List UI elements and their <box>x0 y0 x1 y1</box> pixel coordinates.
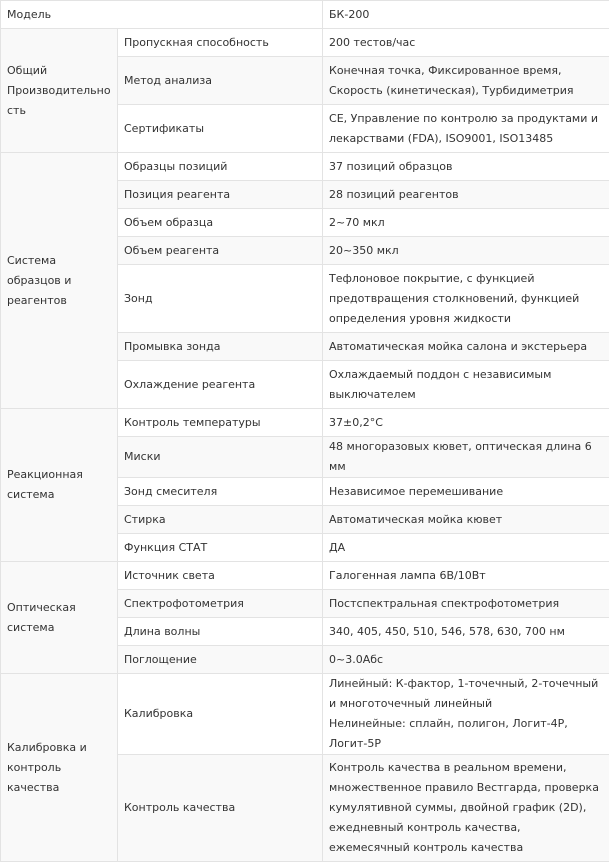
row-value: 2~70 мкл <box>323 209 609 237</box>
table-row <box>1 29 609 57</box>
row-label: Функция СТАТ <box>118 534 323 562</box>
table-row <box>1 409 609 437</box>
row-label: Контроль температуры <box>118 409 323 437</box>
row-value: CE, Управление по контролю за продуктами и лекарствами (FDA), ISO9001, ISO13485 <box>323 105 609 153</box>
row-label: Стирка <box>118 506 323 534</box>
row-value: Конечная точка, Фиксированное время, Скорость (кинетическая), Турбидиметрия <box>323 57 609 105</box>
row-value <box>323 674 609 755</box>
row-value: 37 позиций образцов <box>323 153 609 181</box>
row-label: Зонд <box>118 265 323 333</box>
model-value: БК-200 <box>323 1 609 29</box>
row-label: Спектрофотометрия <box>118 590 323 618</box>
row-value-line: Линейный: К-фактор, 1-точечный, 2-точечный и многоточечный линейный <box>329 674 603 714</box>
row-value: Постспектральная спектрофотометрия <box>323 590 609 618</box>
group-name: Общий Производительность <box>1 29 118 153</box>
group-name: Система образцов и реагентов <box>1 153 118 409</box>
row-value: Автоматическая мойка кювет <box>323 506 609 534</box>
row-label: Пропускная способность <box>118 29 323 57</box>
row-value: 37±0,2°C <box>323 409 609 437</box>
model-label: Модель <box>1 1 323 29</box>
row-label: Позиция реагента <box>118 181 323 209</box>
row-value: Независимое перемешивание <box>323 478 609 506</box>
row-value: 28 позиций реагентов <box>323 181 609 209</box>
row-value: Тефлоновое покрытие, с функцией предотвращения столкновений, функцией определения уровня жидкости <box>323 265 609 333</box>
row-label: Охлаждение реагента <box>118 361 323 409</box>
row-label: Объем образца <box>118 209 323 237</box>
table-row <box>1 153 609 181</box>
row-value: 0~3.0Абс <box>323 646 609 674</box>
row-label: Зонд смесителя <box>118 478 323 506</box>
table-row <box>1 1 609 29</box>
row-label: Метод анализа <box>118 57 323 105</box>
group-name: Оптическая система <box>1 562 118 674</box>
row-value: 48 многоразовых кювет, оптическая длина 6 мм <box>323 437 609 478</box>
row-label: Длина волны <box>118 618 323 646</box>
table-row <box>1 562 609 590</box>
row-value: ДА <box>323 534 609 562</box>
row-label: Образцы позиций <box>118 153 323 181</box>
group-name: Реакционная система <box>1 409 118 562</box>
group-name: Калибровка и контроль качества <box>1 674 118 862</box>
row-value: Автоматическая мойка салона и экстерьера <box>323 333 609 361</box>
row-value: Контроль качества в реальном времени, множественное правило Вестгарда, проверка кумулятивной суммы, двойной график (2D), ежедневный контроль качества, ежемесячный контроль качества <box>323 755 609 862</box>
row-label: Контроль качества <box>118 755 323 862</box>
row-label: Источник света <box>118 562 323 590</box>
row-value: Галогенная лампа 6В/10Вт <box>323 562 609 590</box>
row-value: 340, 405, 450, 510, 546, 578, 630, 700 нм <box>323 618 609 646</box>
row-label: Промывка зонда <box>118 333 323 361</box>
table-row <box>1 674 609 755</box>
row-label: Сертификаты <box>118 105 323 153</box>
row-label: Миски <box>118 437 323 478</box>
row-label: Объем реагента <box>118 237 323 265</box>
row-value: Охлаждаемый поддон с независимым выключателем <box>323 361 609 409</box>
row-label: Калибровка <box>118 674 323 755</box>
row-value: 20~350 мкл <box>323 237 609 265</box>
row-value-line: Нелинейные: сплайн, полигон, Логит-4P, Логит-5P <box>329 714 603 754</box>
row-value: 200 тестов/час <box>323 29 609 57</box>
row-label: Поглощение <box>118 646 323 674</box>
